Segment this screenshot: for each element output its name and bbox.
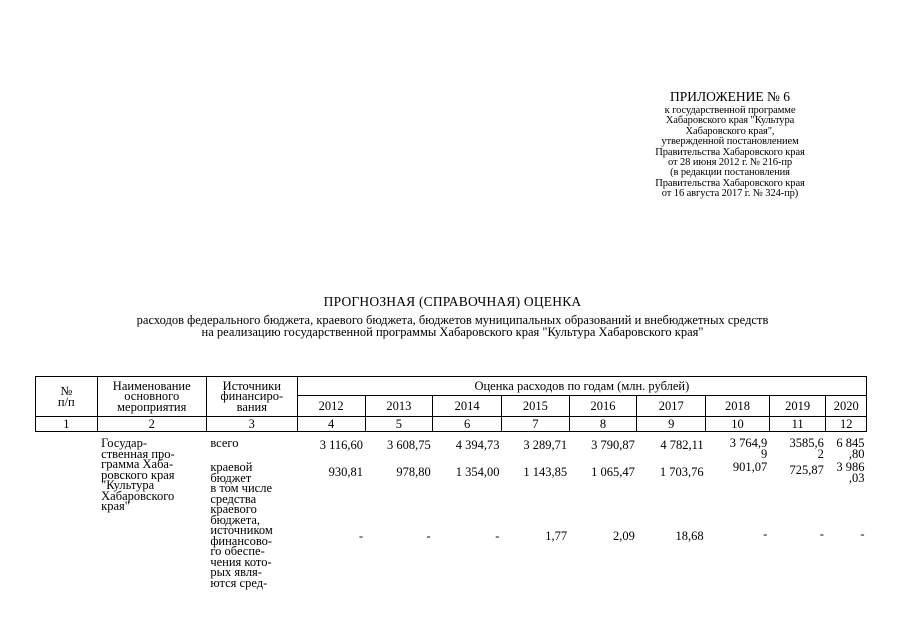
value-cell: 3585,6 2 [789, 436, 824, 461]
column-number: 2 [97, 417, 206, 432]
table-row [36, 432, 867, 460]
document-title: ПРОГНОЗНАЯ (СПРАВОЧНАЯ) ОЦЕНКА [323, 294, 582, 309]
appendix-title: ПРИЛОЖЕНИЕ № 6 [669, 89, 791, 104]
appendix-line: Хабаровского края "Культура [665, 115, 795, 127]
subtitle-line: расходов федерального бюджета, краевого бюджета, бюджетов муниципальных образований и внебюджетных средств [136, 313, 769, 327]
value-cell: 1 143,85 [523, 465, 568, 479]
appendix-block [620, 89, 840, 200]
value-cell: 4 782,11 [660, 438, 704, 452]
document-subtitle [0, 315, 905, 338]
header-year: 2017 [637, 396, 706, 417]
value-cell: 6 845 ,80 [836, 436, 865, 461]
row-num-cell [36, 432, 98, 460]
column-number: 11 [769, 417, 826, 432]
value-cell: - [495, 529, 500, 543]
value-cell: 18,68 [675, 529, 704, 543]
column-number: 6 [433, 417, 502, 432]
value-cell: - [819, 527, 824, 541]
subtitle-line: на реализацию государственной программы Хабаровского края "Культура Хабаровского края" [201, 324, 704, 339]
row-num-cell [36, 483, 98, 588]
column-number: 12 [826, 417, 867, 432]
appendix-line: к государственной программе [664, 105, 796, 116]
program-name-cell: Государ- ственная про- грамма Хаба- ровского края "Культура Хабаровского края" [101, 436, 175, 513]
column-number: 8 [569, 417, 637, 432]
header-year: 2014 [433, 396, 502, 417]
value-cell: 3 764,9 9 [729, 436, 768, 461]
header-year: 2018 [706, 396, 770, 417]
value-cell: 1 065,47 [591, 465, 635, 479]
column-number: 1 [36, 417, 98, 432]
source-cell: в том числе средства краевого бюджета, источником финансово- го обеспе- чения кото- рых явля- ются сред- [210, 481, 273, 590]
row-num-cell [36, 459, 98, 483]
source-cell: всего [210, 436, 239, 450]
source-cell: краевой бюджет [210, 460, 253, 485]
appendix-line: Правительства Хабаровского края [655, 177, 805, 189]
header-name: Наименование основного мероприятия [97, 377, 206, 417]
header-year: 2013 [365, 396, 433, 417]
column-number: 7 [501, 417, 569, 432]
appendix-line: от 16 августа 2017 г. № 324-пр) [661, 188, 799, 200]
column-number: 5 [365, 417, 433, 432]
value-cell: - [763, 527, 768, 541]
header-year: 2016 [569, 396, 637, 417]
header-year: 2012 [297, 396, 365, 417]
value-cell: 1 703,76 [659, 465, 704, 479]
expenses-table [35, 376, 867, 588]
appendix-line: Правительства Хабаровского края [655, 146, 805, 158]
value-cell: 3 608,75 [386, 438, 431, 452]
header-year: 2020 [826, 396, 867, 417]
header-source: Источники финансиро- вания [206, 377, 297, 417]
header-year: 2019 [769, 396, 826, 417]
appendix-line: утвержденной постановлением [661, 136, 799, 148]
value-cell: 4 394,73 [455, 438, 500, 452]
value-cell: 3 116,60 [319, 438, 363, 452]
value-cell: 3 289,71 [523, 438, 568, 452]
column-number: 4 [297, 417, 365, 432]
value-cell: - [358, 529, 363, 543]
column-number: 9 [637, 417, 706, 432]
header-group: Оценка расходов по годам (млн. рублей) [297, 377, 866, 396]
header-num: № п/п [36, 377, 98, 417]
column-number: 3 [206, 417, 297, 432]
header-year: 2015 [501, 396, 569, 417]
appendix-line: от 28 июня 2012 г. № 216-пр [667, 157, 793, 169]
value-cell: 3 986 ,03 [836, 460, 865, 485]
appendix-line: (в редакции постановления [670, 167, 790, 179]
value-cell: 978,80 [396, 465, 431, 479]
column-number: 10 [706, 417, 770, 432]
value-cell: - [860, 527, 865, 541]
value-cell: 1 354,00 [455, 465, 500, 479]
value-cell: 930,81 [328, 465, 363, 479]
value-cell: 1,77 [545, 529, 568, 543]
value-cell: 725,87 [789, 463, 824, 477]
value-cell: 3 790,87 [591, 438, 635, 452]
value-cell: - [426, 529, 431, 543]
value-cell: 901,07 [732, 460, 768, 474]
value-cell: 2,09 [613, 529, 635, 543]
appendix-line: Хабаровского края", [685, 125, 775, 137]
